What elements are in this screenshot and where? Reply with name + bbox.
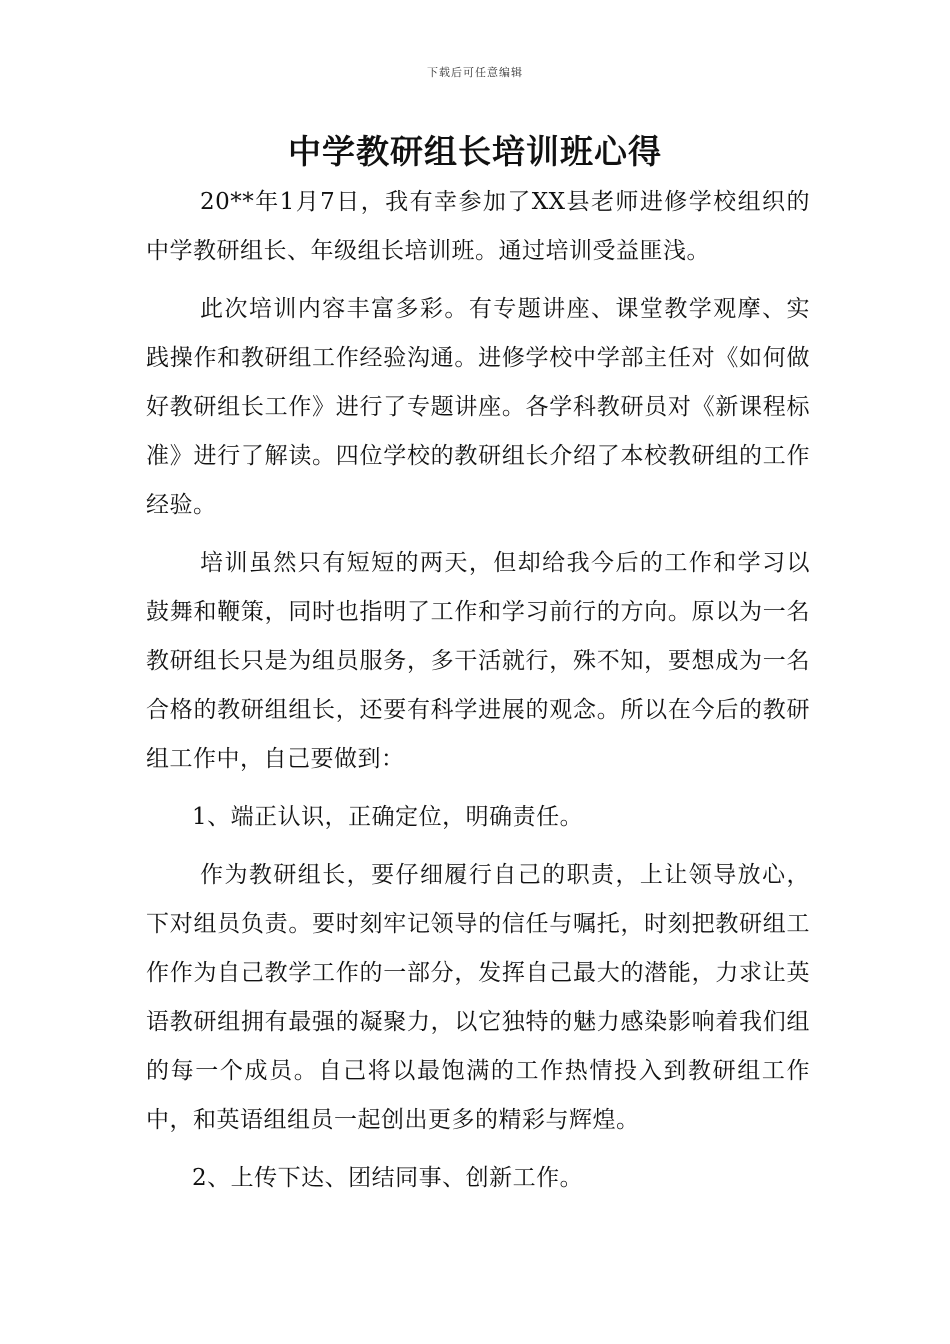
paragraph-point-1-detail: 作为教研组长，要仔细履行自己的职责，上让领导放心，下对组员负责。要时刻牢记领导的信任与嘱托，时刻把教研组工作作为自己教学工作的一部分，发挥自己最大的潜能，力求让英语教研组拥有最强的凝聚力，以它独特的魅力感染影响着我们组的每一个成员。自己将以最饱满的工作热情投入到教研组工作中，和英语组组员一起创出更多的精彩与辉煌。 [146,862,810,1133]
list-item-point-2: 2、上传下达、团结同事、创新工作。 [192,1165,584,1191]
document-title: 中学教研组长培训班心得 [288,132,662,171]
document-body [146,178,810,1212]
paragraph-intro: 20**年1月7日，我有幸参加了XX县老师进修学校组织的中学教研组长、年级组长培训班。通过培训受益匪浅。 [146,189,810,264]
list-item-point-1: 1、端正认识，正确定位，明确责任。 [192,804,584,830]
paragraph-training-content: 此次培训内容丰富多彩。有专题讲座、课堂教学观摩、实践操作和教研组工作经验沟通。进修学校中学部主任对《如何做好教研组长工作》进行了专题讲座。各学科教研员对《新课程标准》进行了解读。四位学校的教研组长介绍了本校教研组的工作经验。 [146,296,810,518]
header-note: 下载后可任意编辑 [427,66,523,79]
paragraph-reflection: 培训虽然只有短短的两天，但却给我今后的工作和学习以鼓舞和鞭策，同时也指明了工作和学习前行的方向。原以为一名教研组长只是为组员服务，多干活就行，殊不知，要想成为一名合格的教研组组长，还要有科学进展的观念。所以在今后的教研组工作中，自己要做到： [146,550,810,772]
